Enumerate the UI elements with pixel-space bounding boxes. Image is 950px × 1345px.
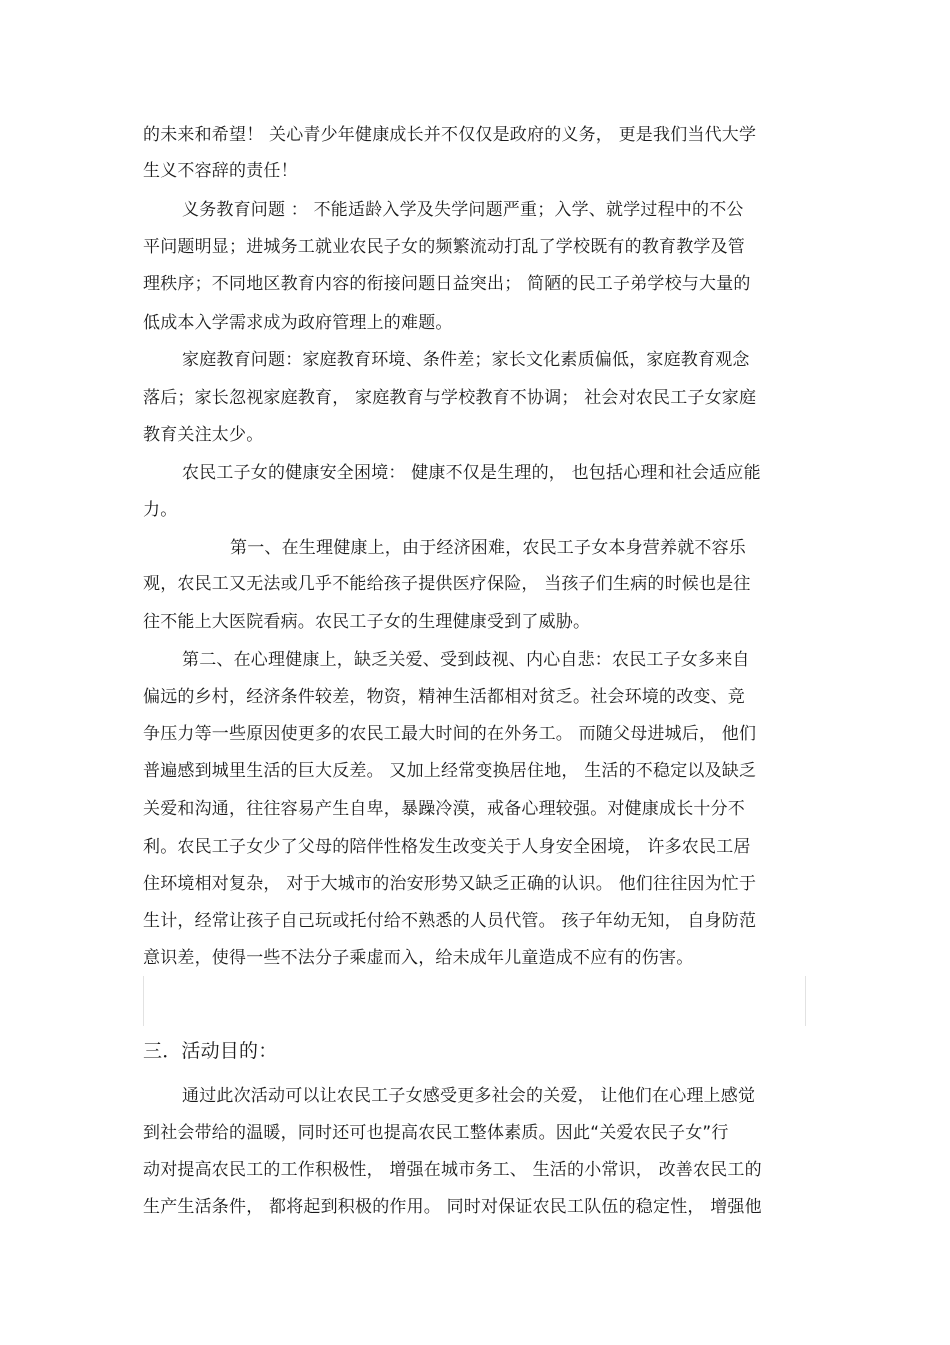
paragraph-line: 的未来和希望！ 关心青少年健康成长并不仅仅是政府的义务， 更是我们当代大学 bbox=[143, 125, 757, 145]
paragraph-line: 利。农民工子女少了父母的陪伴性格发生改变关于人身安全困境， 许多农民工居 bbox=[143, 837, 751, 857]
empty-text-frame bbox=[143, 976, 806, 1026]
paragraph-line: 动对提高农民工的工作积极性， 增强在城市务工、 生活的小常识， 改善农民工的 bbox=[143, 1160, 762, 1180]
paragraph-line: 第二、在心理健康上，缺乏关爱、受到歧视、内心自悲：农民工子女多来自 bbox=[182, 650, 750, 670]
paragraph-line: 观，农民工又无法或几乎不能给孩子提供医疗保险， 当孩子们生病的时候也是往 bbox=[143, 574, 751, 594]
section-heading: 三．活动目的： bbox=[143, 1040, 278, 1062]
paragraph-line: 到社会带给的温暖，同时还可也提高农民工整体素质。因此“关爱农民子女”行 bbox=[143, 1123, 729, 1143]
paragraph-line: 平问题明显；进城务工就业农民子女的频繁流动打乱了学校既有的教育教学及管 bbox=[143, 237, 745, 257]
paragraph-line: 偏远的乡村，经济条件较差，物资，精神生活都相对贫乏。社会环境的改变、竞 bbox=[143, 687, 745, 707]
paragraph-line: 通过此次活动可以让农民工子女感受更多社会的关爱， 让他们在心理上感觉 bbox=[182, 1086, 756, 1106]
paragraph-line: 关爱和沟通，往往容易产生自卑，暴躁冷漠，戒备心理较强。对健康成长十分不 bbox=[143, 799, 745, 819]
paragraph-line: 家庭教育问题：家庭教育环境、条件差；家长文化素质偏低，家庭教育观念 bbox=[182, 350, 750, 370]
paragraph-line: 普遍感到城里生活的巨大反差。 又加上经常变换居住地， 生活的不稳定以及缺乏 bbox=[143, 761, 757, 781]
paragraph-line: 农民工子女的健康安全困境： 健康不仅是生理的， 也包括心理和社会适应能 bbox=[182, 463, 761, 483]
frame-right-border bbox=[805, 976, 806, 1026]
paragraph-line: 住环境相对复杂， 对于大城市的治安形势又缺乏正确的认识。 他们往往因为忙于 bbox=[143, 874, 757, 894]
paragraph-line: 落后；家长忽视家庭教育， 家庭教育与学校教育不协调； 社会对农民工子女家庭 bbox=[143, 388, 757, 408]
paragraph-line: 往不能上大医院看病。农民工子女的生理健康受到了威胁。 bbox=[143, 612, 591, 632]
paragraph-line: 生产生活条件， 都将起到积极的作用。 同时对保证农民工队伍的稳定性， 增强他 bbox=[143, 1197, 762, 1217]
frame-left-border bbox=[143, 976, 144, 1026]
paragraph-line: 第一、在生理健康上，由于经济困难，农民工子女本身营养就不容乐 bbox=[230, 538, 746, 558]
paragraph-line: 力。 bbox=[143, 500, 178, 520]
paragraph-line: 意识差，使得一些不法分子乘虚而入，给未成年儿童造成不应有的伤害。 bbox=[143, 948, 694, 968]
paragraph-line: 争压力等一些原因使更多的农民工最大时间的在外务工。 而随父母进城后， 他们 bbox=[143, 724, 757, 744]
paragraph-line: 义务教育问题 ： 不能适龄入学及失学问题严重；入学、就学过程中的不公 bbox=[182, 200, 744, 220]
paragraph-line: 低成本入学需求成为政府管理上的难题。 bbox=[143, 313, 453, 333]
paragraph-line: 生义不容辞的责任！ bbox=[143, 161, 298, 181]
paragraph-line: 教育关注太少。 bbox=[143, 425, 264, 445]
paragraph-line: 生计，经常让孩子自己玩或托付给不熟悉的人员代管。 孩子年幼无知， 自身防范 bbox=[143, 911, 757, 931]
paragraph-line: 理秩序；不同地区教育内容的衔接问题日益突出； 简陋的民工子弟学校与大量的 bbox=[143, 274, 751, 294]
